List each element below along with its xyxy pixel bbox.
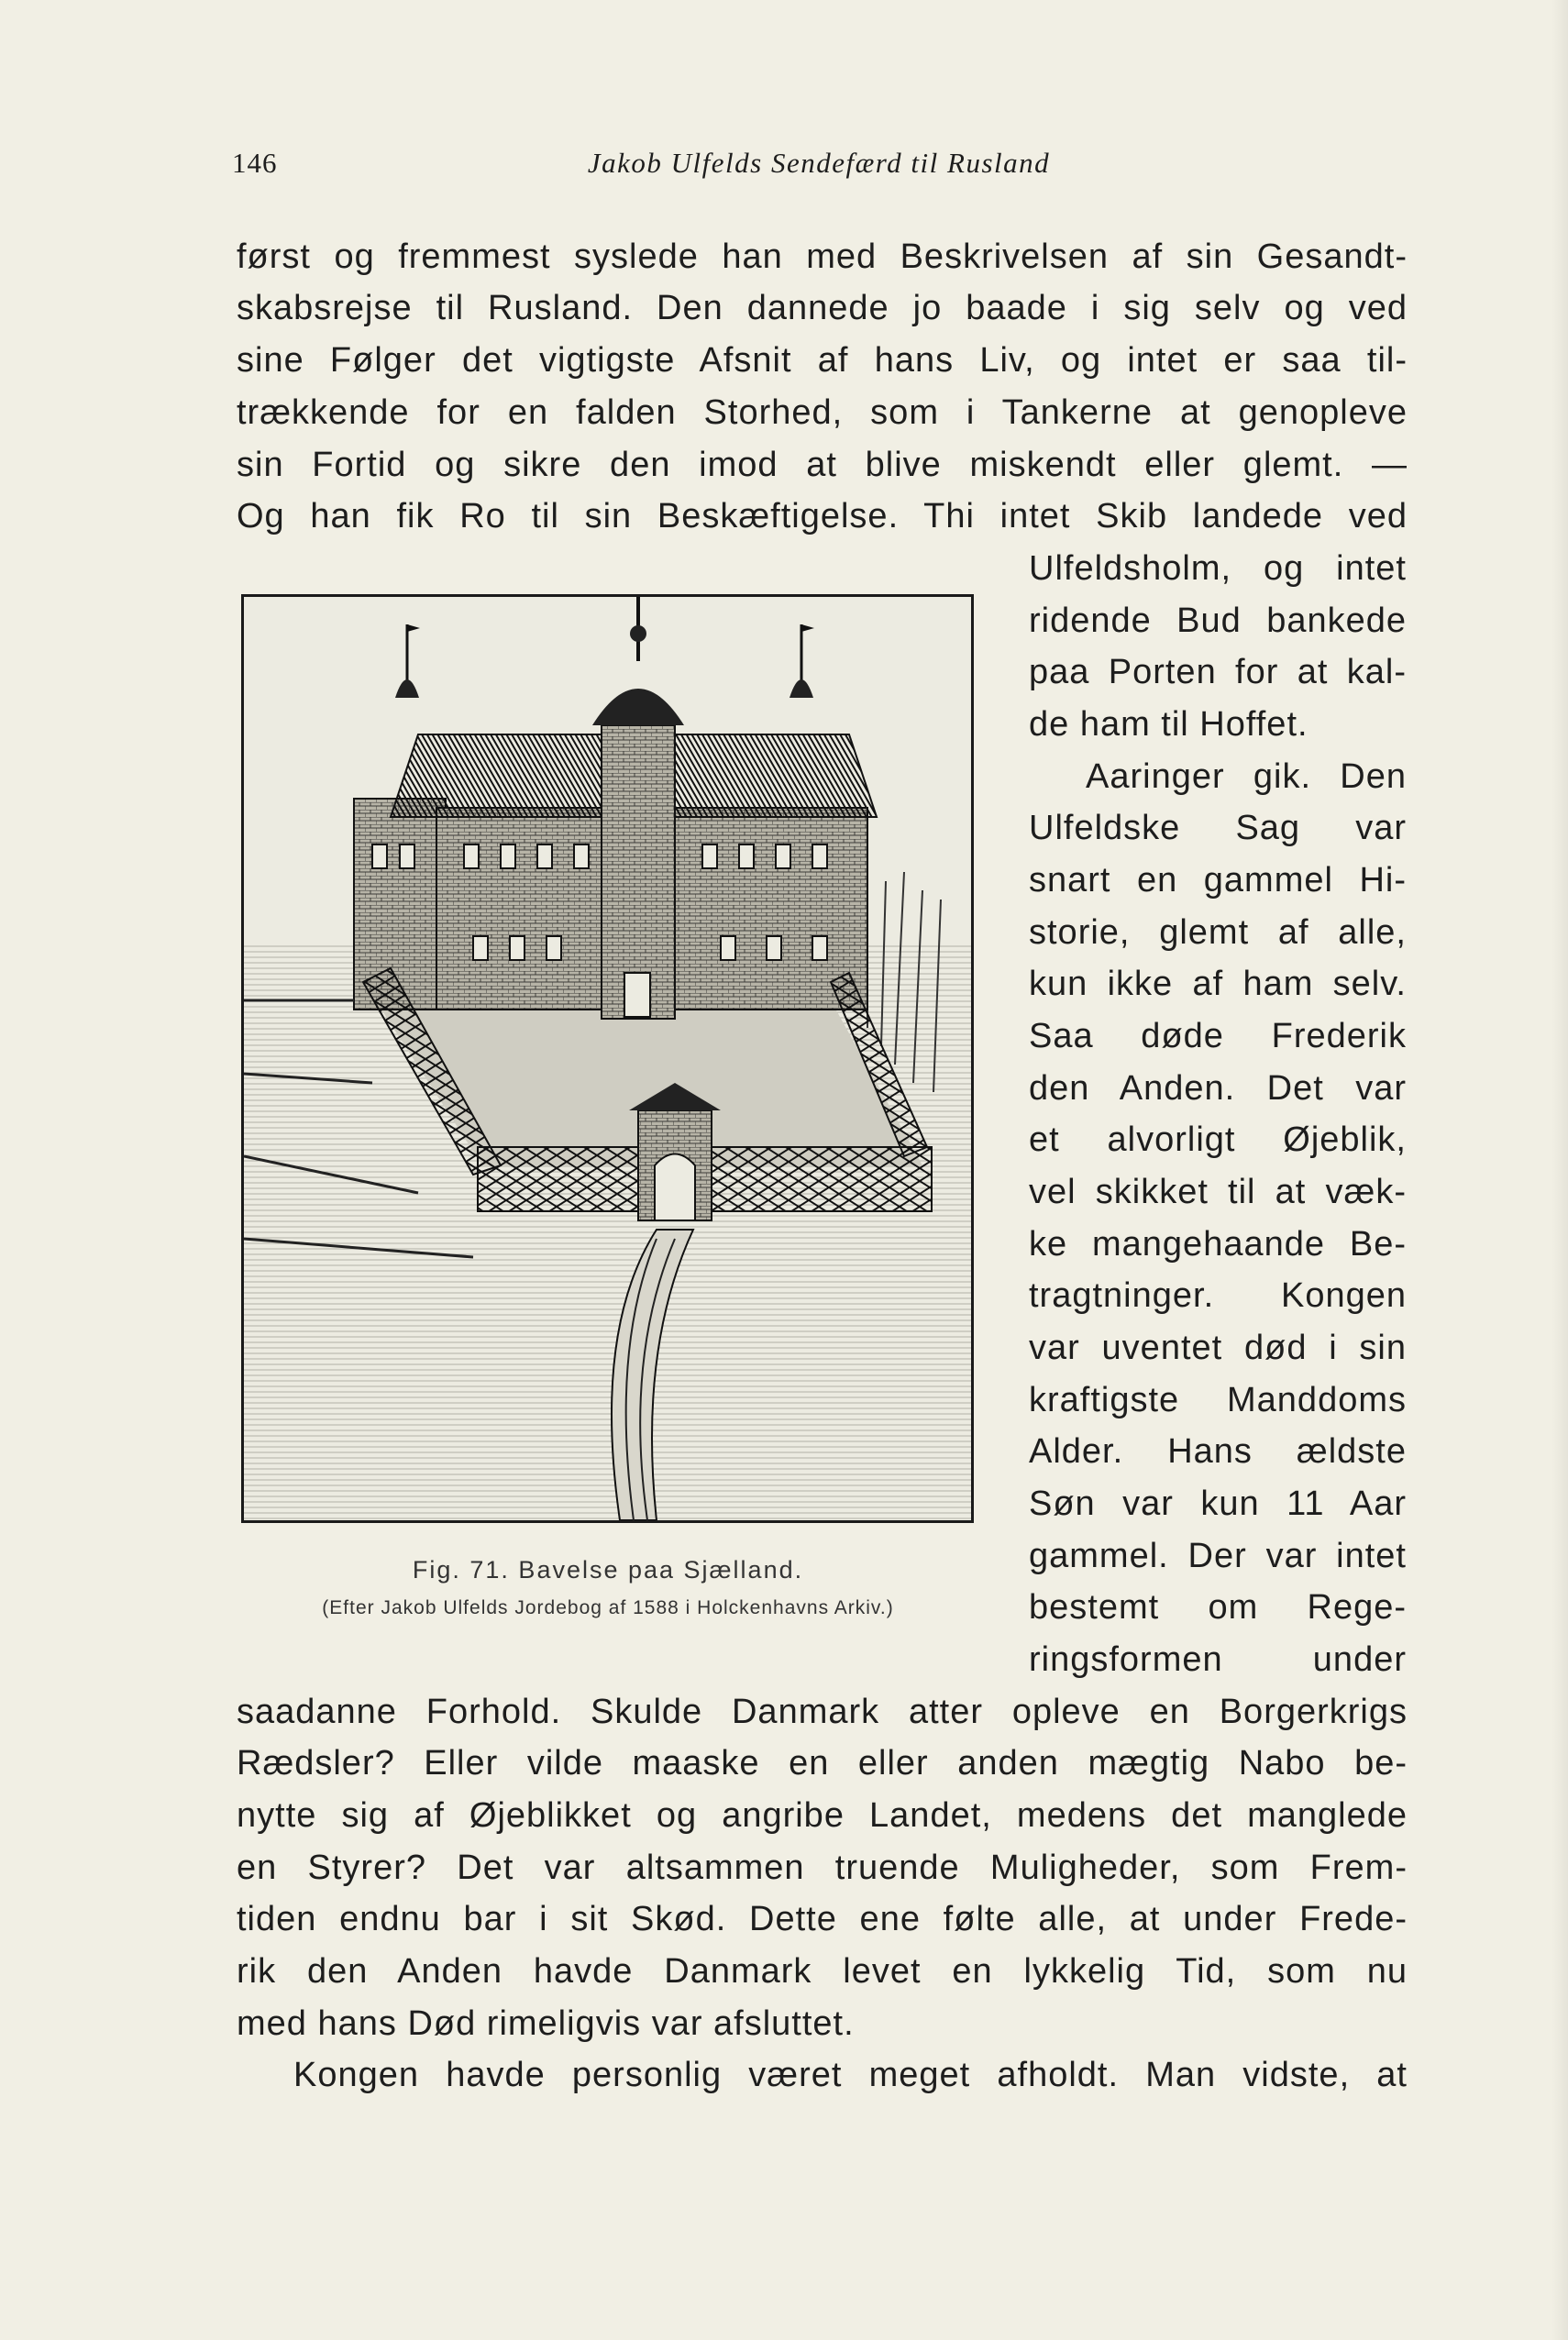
side-line: Søn var kun 11 Aar [1029, 1485, 1407, 1523]
side-line: ke mangehaande Be- [1029, 1225, 1407, 1264]
body-line: Kongen havde personlig været meget afholdt. Man vidste, at [293, 2056, 1408, 2094]
side-line: ridende Bud bankede [1029, 602, 1407, 640]
body-line: Rædsler? Eller vilde maaske en eller anden mægtig Nabo be- [237, 1744, 1408, 1783]
running-head [232, 147, 1406, 191]
side-line: paa Porten for at kal- [1029, 653, 1407, 691]
body-line: skabsrejse til Rusland. Den dannede jo baade i sig selv og ved [237, 289, 1408, 327]
body-line: sine Følger det vigtigste Afsnit af hans Liv, og intet er saa til- [237, 341, 1408, 380]
body-line: nytte sig af Øjeblikket og angribe Landet, medens det manglede [237, 1796, 1408, 1835]
side-line: den Anden. Det var [1029, 1069, 1407, 1108]
side-line: Alder. Hans ældste [1029, 1432, 1407, 1471]
body-line: trækkende for en falden Storhed, som i Tankerne at genopleve [237, 393, 1408, 432]
side-line: storie, glemt af alle, [1029, 913, 1407, 952]
body-line: rik den Anden havde Danmark levet en lykkelig Tid, som nu [237, 1952, 1408, 1991]
figure-source-note: (Efter Jakob Ulfelds Jordebog af 1588 i Holckenhavns Arkiv.) [322, 1597, 894, 1618]
side-line: de ham til Hoffet. [1029, 705, 1309, 744]
body-line: tiden endnu bar i sit Skød. Dette ene følte alle, at under Frede- [237, 1900, 1408, 1938]
side-line: tragtninger. Kongen [1029, 1276, 1407, 1315]
figure-caption: Fig. 71. Bavelse paa Sjælland. [412, 1556, 804, 1584]
side-line: gammel. Der var intet [1029, 1537, 1407, 1575]
body-line: saadanne Forhold. Skulde Danmark atter opleve en Borgerkrigs [237, 1693, 1408, 1731]
body-line: sin Fortid og sikre den imod at blive miskendt eller glemt. — [237, 446, 1408, 484]
body-line: Og han fik Ro til sin Beskæftigelse. Thi intet Skib landede ved [237, 497, 1408, 535]
side-line: kraftigste Manddoms [1029, 1381, 1407, 1419]
figure-illustration [241, 594, 974, 1523]
page-edge-shadow [1551, 0, 1568, 2340]
manor-engraving [244, 597, 971, 1520]
side-line: Saa døde Frederik [1029, 1017, 1407, 1055]
body-line: en Styrer? Det var altsammen truende Muligheder, som Frem- [237, 1849, 1408, 1887]
side-line: et alvorligt Øjeblik, [1029, 1120, 1407, 1159]
side-line: ringsformen under [1029, 1640, 1407, 1679]
body-line: først og fremmest syslede han med Beskrivelsen af sin Gesandt- [237, 237, 1408, 276]
body-line: med hans Død rimeligvis var afsluttet. [237, 2004, 855, 2043]
side-line: bestemt om Rege- [1029, 1588, 1407, 1627]
running-title: Jakob Ulfelds Sendefærd til Rusland [587, 147, 1051, 179]
side-line: kun ikke af ham selv. [1029, 965, 1407, 1003]
side-line: snart en gammel Hi- [1029, 861, 1407, 900]
side-line: Aaringer gik. Den [1086, 757, 1407, 796]
side-line: vel skikket til at væk- [1029, 1173, 1407, 1211]
side-line: Ulfeldske Sag var [1029, 809, 1407, 847]
side-line: Ulfeldsholm, og intet [1029, 549, 1407, 588]
page-number: 146 [232, 147, 278, 179]
side-line: var uventet død i sin [1029, 1329, 1407, 1367]
